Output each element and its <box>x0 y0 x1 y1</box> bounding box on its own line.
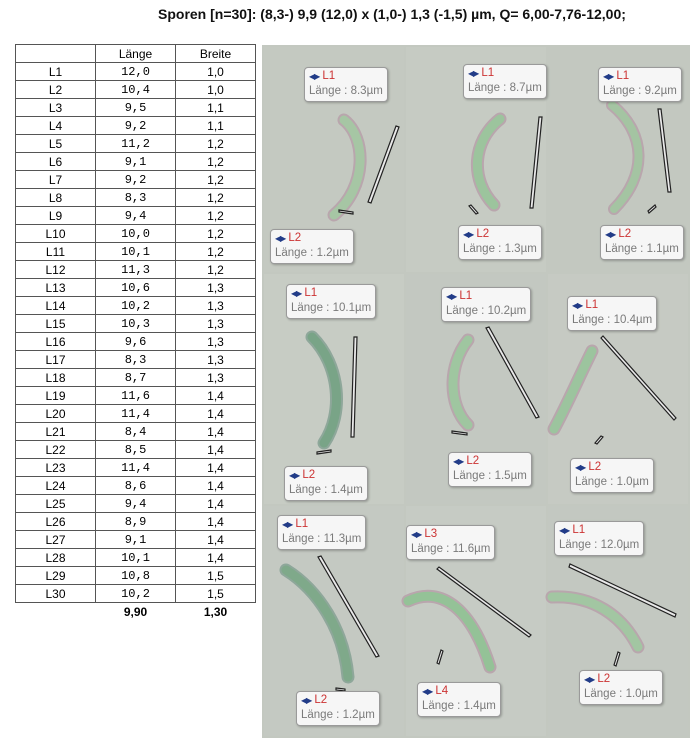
measurement-name: L2 <box>476 228 490 240</box>
length-prefix: Länge : <box>282 533 324 545</box>
table-row <box>16 225 256 243</box>
row-length: 9,2 <box>96 171 176 189</box>
table-row <box>16 117 256 135</box>
table-row <box>16 315 256 333</box>
row-width: 1,2 <box>176 261 256 279</box>
header-label <box>16 45 96 63</box>
table-row <box>16 423 256 441</box>
measurement-value: 1.0µm <box>616 476 649 488</box>
row-label: L8 <box>16 189 96 207</box>
measurement-name: L2 <box>618 228 632 240</box>
length-prefix: Länge : <box>309 85 351 97</box>
row-width: 1,3 <box>176 333 256 351</box>
measurement-label <box>296 691 380 726</box>
measurement-value: 1.4µm <box>330 484 363 496</box>
row-width: 1,4 <box>176 477 256 495</box>
row-label: L6 <box>16 153 96 171</box>
row-label: L13 <box>16 279 96 297</box>
row-label: L9 <box>16 207 96 225</box>
measurement-table <box>15 44 256 621</box>
row-width: 1,4 <box>176 531 256 549</box>
measurement-name: L1 <box>481 67 495 79</box>
row-label: L30 <box>16 585 96 603</box>
row-length: 8,9 <box>96 513 176 531</box>
row-width: 1,3 <box>176 369 256 387</box>
length-prefix: Länge : <box>603 85 645 97</box>
table-row <box>16 441 256 459</box>
row-length: 9,5 <box>96 99 176 117</box>
length-prefix: Länge : <box>572 314 614 326</box>
length-prefix: Länge : <box>275 247 317 259</box>
row-length: 11,4 <box>96 405 176 423</box>
table-row <box>16 387 256 405</box>
table-row <box>16 153 256 171</box>
measurement-label <box>270 229 354 264</box>
row-width: 1,2 <box>176 207 256 225</box>
row-label: L15 <box>16 315 96 333</box>
first-last-arrows-icon: ◀▶ <box>575 463 586 472</box>
table-row <box>16 333 256 351</box>
first-last-arrows-icon: ◀▶ <box>453 457 464 466</box>
table-row <box>16 549 256 567</box>
row-width: 1,3 <box>176 315 256 333</box>
spore-1 <box>334 120 360 215</box>
first-last-arrows-icon: ◀▶ <box>605 230 616 239</box>
row-width: 1,4 <box>176 423 256 441</box>
row-length: 8,3 <box>96 189 176 207</box>
spore-3 <box>612 105 639 209</box>
mean-length: 9,90 <box>123 605 148 619</box>
measurement-name: L1 <box>459 290 473 302</box>
table-row <box>16 477 256 495</box>
first-last-arrows-icon: ◀▶ <box>603 72 614 81</box>
measurement-label <box>304 67 388 102</box>
row-width: 1,2 <box>176 153 256 171</box>
spore-8 <box>408 596 490 667</box>
row-width: 1,0 <box>176 81 256 99</box>
measure-line <box>601 336 676 420</box>
row-length: 9,1 <box>96 531 176 549</box>
measurement-label <box>554 521 644 556</box>
row-label: L22 <box>16 441 96 459</box>
length-prefix: Länge : <box>291 302 333 314</box>
table-row <box>16 207 256 225</box>
table-row <box>16 279 256 297</box>
row-length: 11,3 <box>96 261 176 279</box>
measurement-value: 11.6µm <box>452 543 491 555</box>
row-length: 10,6 <box>96 279 176 297</box>
table-row <box>16 459 256 477</box>
measurement-value: 8.3µm <box>350 85 383 97</box>
row-width: 1,3 <box>176 279 256 297</box>
header-length: Länge <box>96 45 176 63</box>
measurement-name: L3 <box>424 528 438 540</box>
row-width: 1,2 <box>176 189 256 207</box>
row-label: L3 <box>16 99 96 117</box>
spore-5 <box>453 340 468 425</box>
measurement-label <box>463 64 547 99</box>
first-last-arrows-icon: ◀▶ <box>411 530 422 539</box>
first-last-arrows-icon: ◀▶ <box>309 72 320 81</box>
table-row <box>16 243 256 261</box>
spore-summary-title: Sporen [n=30]: (8,3-) 9,9 (12,0) x (1,0-) 1,3 (-1,5) µm, Q= 6,00-7,76-12,00; <box>158 6 626 22</box>
length-prefix: Länge : <box>575 476 617 488</box>
length-prefix: Länge : <box>605 243 647 255</box>
length-prefix: Länge : <box>422 700 464 712</box>
first-last-arrows-icon: ◀▶ <box>468 69 479 78</box>
length-prefix: Länge : <box>453 470 495 482</box>
measurement-value: 10.4µm <box>613 314 653 326</box>
row-label: L12 <box>16 261 96 279</box>
length-prefix: Länge : <box>301 709 343 721</box>
measurement-name: L1 <box>585 299 599 311</box>
first-last-arrows-icon: ◀▶ <box>463 230 474 239</box>
row-label: L27 <box>16 531 96 549</box>
measurement-value: 1.5µm <box>494 470 527 482</box>
spore-6 <box>554 351 592 429</box>
row-width: 1,4 <box>176 549 256 567</box>
table-row <box>16 495 256 513</box>
measure-line <box>530 117 542 208</box>
row-length: 8,5 <box>96 441 176 459</box>
row-label: L2 <box>16 81 96 99</box>
first-last-arrows-icon: ◀▶ <box>275 234 286 243</box>
first-last-arrows-icon: ◀▶ <box>282 520 293 529</box>
measure-line <box>368 126 399 203</box>
measurement-name: L1 <box>295 518 309 530</box>
measurement-name: L4 <box>435 685 449 697</box>
row-width: 1,2 <box>176 135 256 153</box>
measurement-name: L1 <box>572 524 586 536</box>
measure-tick <box>452 431 467 435</box>
first-last-arrows-icon: ◀▶ <box>559 526 570 535</box>
row-length: 10,1 <box>96 243 176 261</box>
row-label: L17 <box>16 351 96 369</box>
measurement-name: L2 <box>302 469 316 481</box>
row-length: 8,4 <box>96 423 176 441</box>
mean-width: 1,30 <box>203 605 228 619</box>
row-width: 1,4 <box>176 441 256 459</box>
mean-label <box>16 603 96 622</box>
row-label: L10 <box>16 225 96 243</box>
measurement-label <box>277 515 366 550</box>
row-length: 11,6 <box>96 387 176 405</box>
row-length: 8,3 <box>96 351 176 369</box>
row-width: 1,5 <box>176 585 256 603</box>
table-row <box>16 189 256 207</box>
row-width: 1,4 <box>176 495 256 513</box>
measure-tick <box>469 205 478 214</box>
measurement-name: L2 <box>588 461 602 473</box>
row-label: L16 <box>16 333 96 351</box>
table-row <box>16 405 256 423</box>
row-length: 9,4 <box>96 495 176 513</box>
measure-tick <box>614 652 620 666</box>
row-length: 10,3 <box>96 315 176 333</box>
measurement-label <box>448 452 532 487</box>
row-width: 1,3 <box>176 297 256 315</box>
row-label: L20 <box>16 405 96 423</box>
row-width: 1,4 <box>176 459 256 477</box>
first-last-arrows-icon: ◀▶ <box>584 675 595 684</box>
first-last-arrows-icon: ◀▶ <box>422 687 433 696</box>
first-last-arrows-icon: ◀▶ <box>572 301 583 310</box>
measurement-label <box>441 287 531 322</box>
measurement-value: 1.2µm <box>342 709 375 721</box>
measurement-name: L2 <box>288 232 302 244</box>
row-width: 1,4 <box>176 387 256 405</box>
row-length: 11,2 <box>96 135 176 153</box>
table-row <box>16 63 256 81</box>
measurement-label <box>417 682 501 717</box>
table-row <box>16 135 256 153</box>
measurement-label <box>458 225 542 260</box>
measurement-value: 9.2µm <box>644 85 677 97</box>
row-length: 12,0 <box>96 63 176 81</box>
measurement-value: 8.7µm <box>509 82 542 94</box>
row-label: L4 <box>16 117 96 135</box>
measurement-label <box>570 458 654 493</box>
row-length: 10,0 <box>96 225 176 243</box>
header-width: Breite <box>176 45 256 63</box>
row-label: L24 <box>16 477 96 495</box>
row-label: L23 <box>16 459 96 477</box>
length-prefix: Länge : <box>559 539 601 551</box>
table-row <box>16 513 256 531</box>
row-width: 1,2 <box>176 171 256 189</box>
mean-row <box>16 603 256 622</box>
length-prefix: Länge : <box>446 305 488 317</box>
measure-tick <box>437 650 443 664</box>
row-length: 9,1 <box>96 153 176 171</box>
measurement-label <box>284 466 368 501</box>
row-width: 1,4 <box>176 513 256 531</box>
measurement-label <box>567 296 657 331</box>
measurement-value: 1.2µm <box>316 247 349 259</box>
measure-line <box>351 337 357 437</box>
measurement-label <box>579 670 663 705</box>
measurement-name: L2 <box>466 455 480 467</box>
measure-tick <box>317 450 331 454</box>
measurement-name: L1 <box>322 70 336 82</box>
table-header-row <box>16 45 256 63</box>
table-row <box>16 81 256 99</box>
length-prefix: Länge : <box>289 484 331 496</box>
table-row <box>16 297 256 315</box>
row-width: 1,1 <box>176 117 256 135</box>
row-label: L7 <box>16 171 96 189</box>
measurement-name: L2 <box>314 694 328 706</box>
row-label: L21 <box>16 423 96 441</box>
measurement-name: L2 <box>597 673 611 685</box>
table-row <box>16 261 256 279</box>
row-label: L18 <box>16 369 96 387</box>
row-length: 10,8 <box>96 567 176 585</box>
measurement-value: 12.0µm <box>600 539 640 551</box>
table-row <box>16 567 256 585</box>
first-last-arrows-icon: ◀▶ <box>301 696 312 705</box>
row-label: L14 <box>16 297 96 315</box>
spore-4 <box>312 337 337 443</box>
table-row <box>16 99 256 117</box>
first-last-arrows-icon: ◀▶ <box>291 289 302 298</box>
measurement-value: 11.3µm <box>323 533 362 545</box>
row-label: L26 <box>16 513 96 531</box>
row-width: 1,5 <box>176 567 256 585</box>
row-label: L29 <box>16 567 96 585</box>
length-prefix: Länge : <box>463 243 505 255</box>
row-width: 1,3 <box>176 351 256 369</box>
row-width: 1,2 <box>176 243 256 261</box>
row-length: 8,7 <box>96 369 176 387</box>
row-length: 10,4 <box>96 81 176 99</box>
measure-tick <box>595 436 603 444</box>
measurement-name: L1 <box>616 70 630 82</box>
spore-2 <box>477 119 500 205</box>
measurement-label <box>598 67 682 102</box>
measure-line <box>658 109 671 192</box>
row-width: 1,1 <box>176 99 256 117</box>
row-length: 9,6 <box>96 333 176 351</box>
row-length: 10,1 <box>96 549 176 567</box>
measure-line <box>569 564 676 617</box>
row-label: L19 <box>16 387 96 405</box>
measurement-value: 1.4µm <box>463 700 496 712</box>
spore-9 <box>552 597 638 647</box>
table-row <box>16 171 256 189</box>
row-length: 11,4 <box>96 459 176 477</box>
length-prefix: Länge : <box>584 688 626 700</box>
measurement-value: 10.2µm <box>487 305 527 317</box>
row-label: L5 <box>16 135 96 153</box>
row-length: 10,2 <box>96 585 176 603</box>
row-width: 1,0 <box>176 63 256 81</box>
row-label: L28 <box>16 549 96 567</box>
row-length: 10,2 <box>96 297 176 315</box>
spore-drawing-overlay <box>262 45 690 738</box>
measurement-label <box>600 225 684 260</box>
row-length: 8,6 <box>96 477 176 495</box>
measurement-value: 10.1µm <box>332 302 372 314</box>
measure-tick <box>648 205 656 213</box>
measurement-label <box>406 525 495 560</box>
row-label: L11 <box>16 243 96 261</box>
length-prefix: Länge : <box>411 543 453 555</box>
measure-line <box>486 327 539 418</box>
measurement-value: 1.3µm <box>504 243 537 255</box>
first-last-arrows-icon: ◀▶ <box>446 292 457 301</box>
row-label: L1 <box>16 63 96 81</box>
table-row <box>16 351 256 369</box>
length-prefix: Länge : <box>468 82 510 94</box>
row-width: 1,2 <box>176 225 256 243</box>
measurement-label <box>286 284 376 319</box>
row-label: L25 <box>16 495 96 513</box>
row-length: 9,4 <box>96 207 176 225</box>
table-row <box>16 369 256 387</box>
row-width: 1,4 <box>176 405 256 423</box>
measurement-name: L1 <box>304 287 318 299</box>
row-length: 9,2 <box>96 117 176 135</box>
first-last-arrows-icon: ◀▶ <box>289 471 300 480</box>
measurement-value: 1.0µm <box>625 688 658 700</box>
measurement-value: 1.1µm <box>646 243 679 255</box>
table-row <box>16 531 256 549</box>
table-row <box>16 585 256 603</box>
